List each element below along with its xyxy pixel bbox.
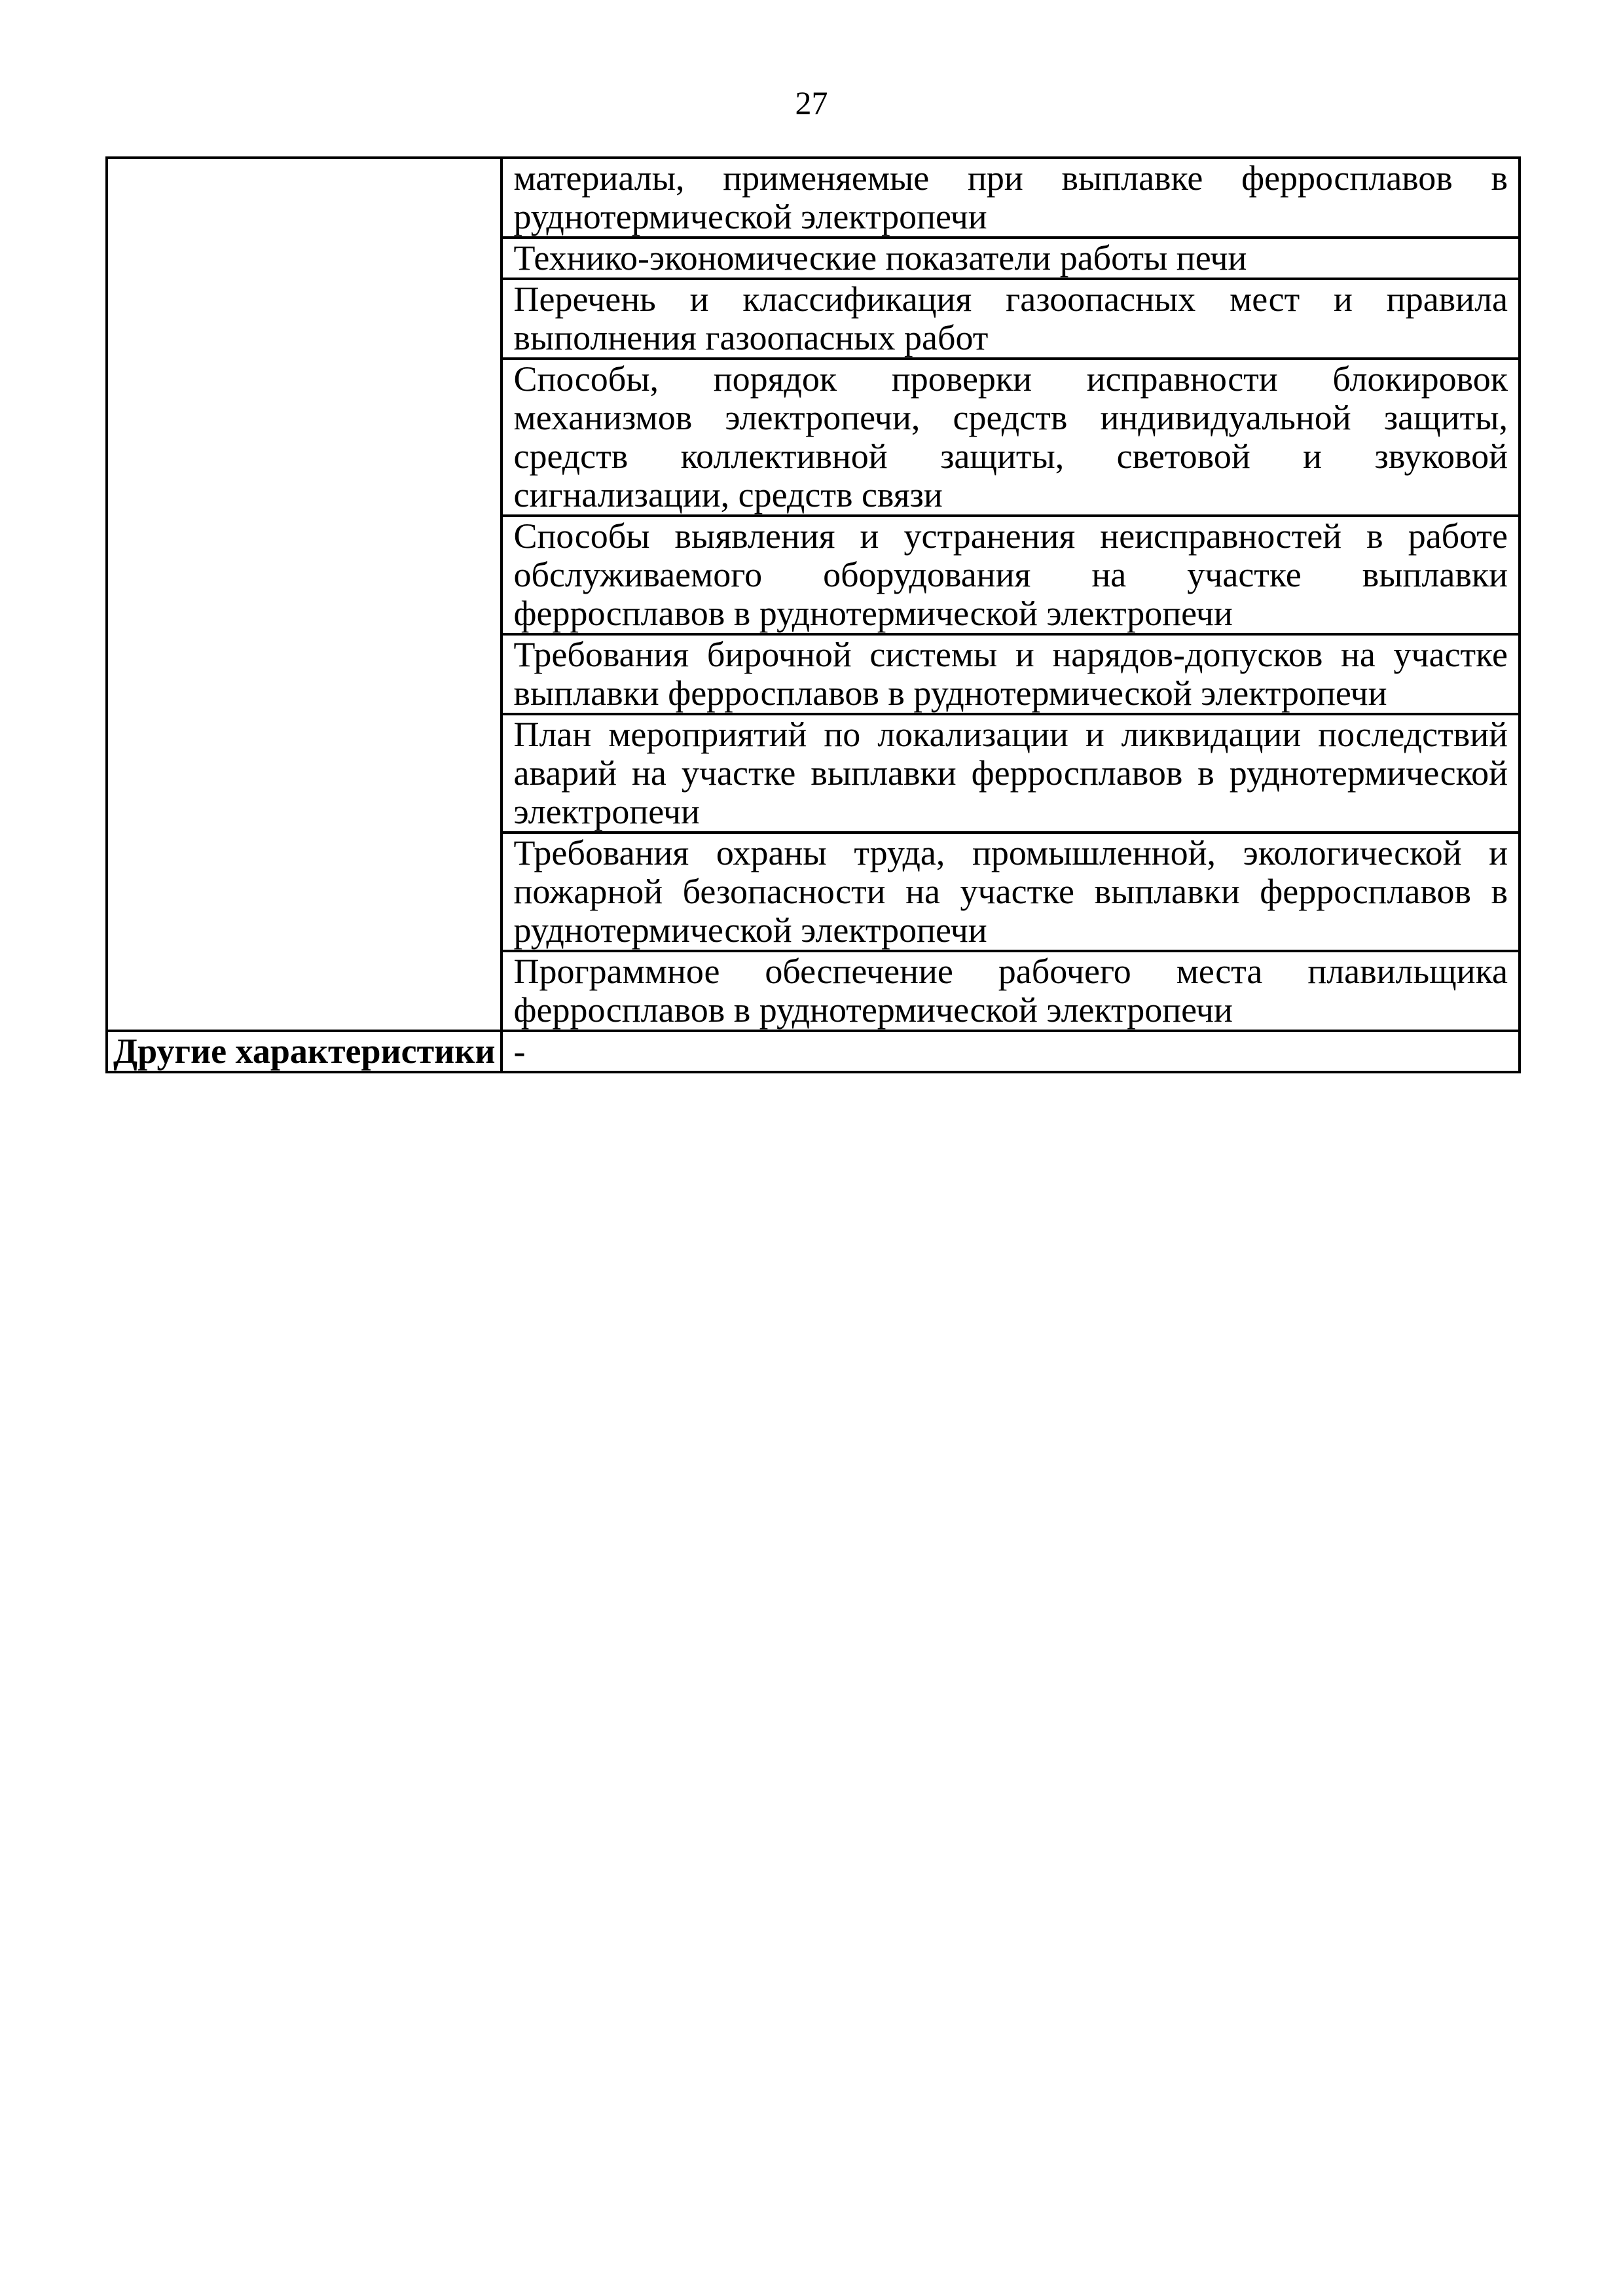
knowledge-item: Технико-экономические показатели работы печи	[501, 238, 1520, 279]
knowledge-item: Способы выявления и устранения неисправностей в работе обслуживаемого оборудования на участке выплавки ферросплавов в руднотермической электропечи	[501, 516, 1520, 634]
knowledge-item: Программное обеспечение рабочего места плавильщика ферросплавов в руднотермической электропечи	[501, 951, 1520, 1031]
knowledge-table	[105, 156, 1521, 1073]
table-row-other	[107, 1031, 1520, 1072]
knowledge-item: План мероприятий по локализации и ликвидации последствий аварий на участке выплавки ферросплавов в руднотермической электропечи	[501, 714, 1520, 833]
other-characteristics-value: -	[501, 1031, 1520, 1072]
knowledge-item: Требования охраны труда, промышленной, экологической и пожарной безопасности на участке выплавки ферросплавов в руднотермической электропечи	[501, 833, 1520, 951]
other-characteristics-label: Другие характеристики	[107, 1031, 501, 1072]
empty-left-cell	[107, 158, 501, 1031]
page-number: 27	[795, 84, 828, 121]
knowledge-item: материалы, применяемые при выплавке ферросплавов в руднотермической электропечи	[501, 158, 1520, 238]
knowledge-item: Перечень и классификация газоопасных мест и правила выполнения газоопасных работ	[501, 279, 1520, 359]
knowledge-item: Требования бирочной системы и нарядов-допусков на участке выплавки ферросплавов в руднотермической электропечи	[501, 634, 1520, 714]
table-row	[107, 158, 1520, 238]
knowledge-item: Способы, порядок проверки исправности блокировок механизмов электропечи, средств индивидуальной защиты, средств коллективной защиты, световой и звуковой сигнализации, средств связи	[501, 359, 1520, 516]
